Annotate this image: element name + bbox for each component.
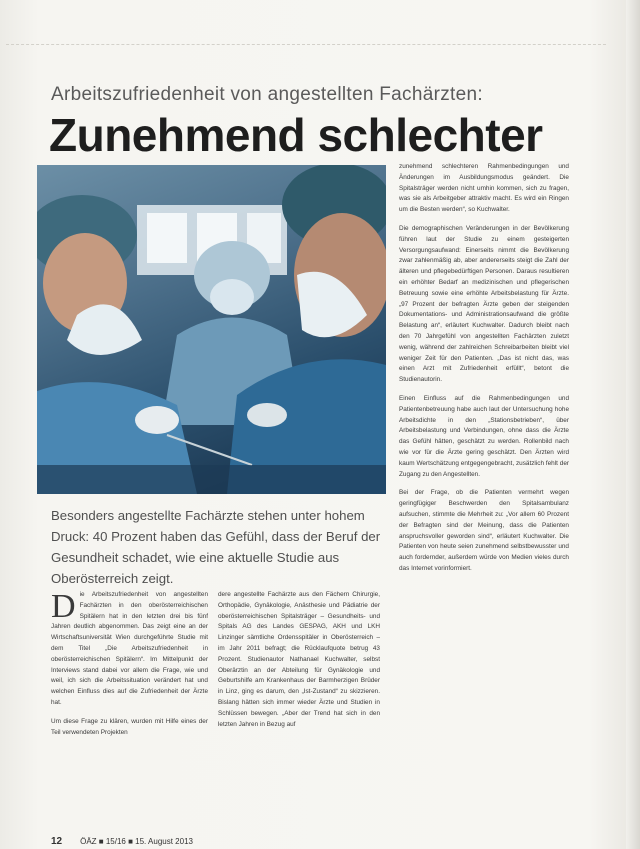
article-lead: Besonders angestellte Fachärzte stehen unter hohem Druck: 40 Prozent haben das Gefühl, dass der Beruf der Gesundheit schadet, wie eine aktuelle Studie aus Oberösterreich zeigt. — [51, 508, 381, 586]
page-number: 12 — [51, 836, 63, 847]
drop-cap: D — [51, 590, 76, 625]
body-paragraph: Bei der Frage, ob die Patienten vermehrt wegen geringfügiger Beschwerden den Spitalsambulanz aufsuchen, stimmte die Mehrheit zu: „Vor allem 60 Prozent der Befragten sind der Meinung, dass die Patienten anspruchsvoller geworden sind“, erläutert Kuchwalter. Die Patienten von heute seien zunehmend selbstbewusster und auch fordernder, außerdem würde von Medien vieles durch das Internet vorinformiert. — [399, 489, 569, 572]
article-kicker: Arbeitszufriedenheit von angestellten Fachärzten: — [51, 84, 483, 105]
body-column-2 — [218, 590, 380, 838]
issue-info: ÖÄZ ■ 15/16 ■ 15. August 2013 — [80, 837, 193, 846]
surgery-photo — [37, 165, 386, 494]
surgery-photo-illustration — [37, 165, 386, 494]
body-paragraph — [51, 590, 208, 709]
paragraph-text: ie Arbeitszufriedenheit von angestellten Fachärzten in den oberösterreichischen Spitälern hat in den letzten drei bis fünf Jahren deutlich abgenommen. Das zeigt eine an der Wirtschaftsuniversität Wien durchgeführte Studie mit dem Titel „Die Arbeitszufriedenheit in oberösterreichischen Spitälern“. Im Mittelpunkt der Interviews stand dabei vor allem die Frage, wie und weil, ich sich die Arbeitssituation verändert hat und welchen Einfluss dies auf die Zufriedenheit der Ärzte hat. — [51, 591, 208, 706]
page-edge — [626, 0, 640, 849]
body-paragraph: dere angestellte Fachärzte aus den Fächern Chirurgie, Orthopädie, Gynäkologie, Anästhesie und Pädiatrie der oberösterreichischen Spitalsträger – Gesundheits- und Spitals AG des Landes GESPAG, AKH und LKH Linzinger sämtliche Ordensspitäler in Oberösterreich – im Jahr 2011 befragt; die Rücklaufquote betrug 43 Prozent. Studienautor Nathanael Kuchwalter, selbst Oberärztin an der Abteilung für Gynäkologie und Geburtshilfe am Krankenhaus der Barmherzigen Brüder in Linz, ging es darum, den „Ist-Zustand“ zu skizzieren. Bislang hätten sich immer wieder Ärzte und Studien in Schlüssen bewegen. „Aber der Trend hat sich in den letzten Jahren in Bezug auf — [218, 591, 380, 728]
article-headline: Zunehmend schlechter — [49, 109, 543, 161]
body-column-1 — [51, 590, 208, 838]
body-paragraph: zunehmend schlechteren Rahmenbedingungen und Änderungen im Ausbildungsmodus geändert. Die Spitalsträger werden nicht umhin kommen, sich zu fragen, was sie als Arbeitgeber attraktiv macht. Es wird ein Ringen um die Besten werden“, so Kuchwalter. — [399, 163, 569, 214]
body-paragraph: Um diese Frage zu klären, wurden mit Hilfe eines der Teil verwendeten Projekten — [51, 717, 208, 736]
page-footer — [51, 836, 193, 847]
body-paragraph: Die demographischen Veränderungen in der Bevölkerung führen laut der Studie zu einem gesteigerten Versorgungsaufwand: Einerseits nimmt die Bevölkerung zwar zahlenmäßig ab, aber andererseits steigt die Zahl der älteren und pflegebedürftigen Personen. Daraus resultieren ein erhöhter Bedarf an medizinischen und pflegerischen Betreuung sowie eine erhöhte Arbeitsbelastung für Ärzte. „97 Prozent der befragten Ärzte geben der steigenden Dokumentations- und Administrationsaufwand die größte Belastung an“, erläutert Kuchwalter. Dadurch bleibt nach den 70 Jahrgefühl von angestellten Fachärzten zuletzt wenig, während der zahlreichen Schreibarbeiten bleibt viel weniger Zeit für den Patienten. „Das ist nicht das, was einen Arzt mit Zufriedenheit erfüllt“, betont die Studienautorin. — [399, 224, 569, 384]
top-rule — [6, 44, 606, 45]
body-paragraph: Einen Einfluss auf die Rahmenbedingungen und Patientenbetreuung habe auch laut der Untersuchung hohe Arbeitsdichte in den „Stationsbetrieben“, über Arbeitsbelastung und Verbindungen, ohne dass die Ärzte das Gefühl hätten, geschätzt zu werden. Rollenbild nach wie vor für die Ärzte gering geschätzt. Den Ärzten wird kaum Wertschätzung entgegengebracht, zusätzlich fehlt der Zugang zu den Angestellten. — [399, 394, 569, 478]
body-column-3 — [399, 162, 569, 838]
